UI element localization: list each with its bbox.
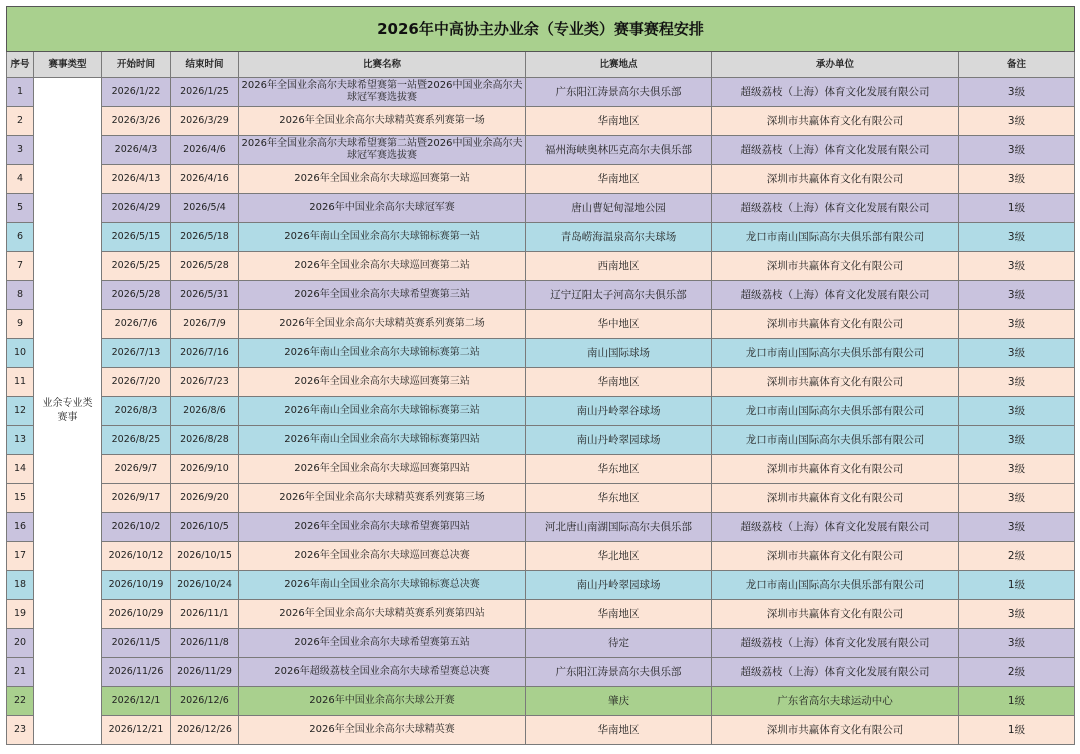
cell-organizer: 龙口市南山国际高尔夫俱乐部有限公司 — [712, 223, 959, 252]
cell-end: 2026/9/20 — [171, 484, 239, 513]
cell-organizer: 深圳市共赢体育文化有限公司 — [712, 165, 959, 194]
table-row — [7, 310, 1075, 339]
cell-venue: 青岛崂海温泉高尔夫球场 — [526, 223, 712, 252]
cell-seq: 3 — [7, 136, 34, 165]
title-row — [7, 7, 1075, 52]
cell-organizer: 深圳市共赢体育文化有限公司 — [712, 600, 959, 629]
cell-seq: 15 — [7, 484, 34, 513]
cell-end: 2026/9/10 — [171, 455, 239, 484]
cell-name: 2026年全国业余高尔夫球精英赛 — [239, 716, 526, 745]
cell-end: 2026/4/6 — [171, 136, 239, 165]
cell-name: 2026年中国业余高尔夫球公开赛 — [239, 687, 526, 716]
cell-organizer: 超级荔枝（上海）体育文化发展有限公司 — [712, 194, 959, 223]
cell-venue: 南山丹岭翠谷球场 — [526, 397, 712, 426]
table-row — [7, 165, 1075, 194]
cell-start: 2026/4/13 — [102, 165, 171, 194]
cell-organizer: 深圳市共赢体育文化有限公司 — [712, 716, 959, 745]
cell-venue: 广东阳江涛景高尔夫俱乐部 — [526, 658, 712, 687]
cell-seq: 7 — [7, 252, 34, 281]
cell-end: 2026/12/6 — [171, 687, 239, 716]
cell-organizer: 龙口市南山国际高尔夫俱乐部有限公司 — [712, 339, 959, 368]
header-name: 比赛名称 — [239, 52, 526, 78]
table-row — [7, 223, 1075, 252]
cell-end: 2026/11/1 — [171, 600, 239, 629]
cell-start: 2026/5/28 — [102, 281, 171, 310]
cell-note: 3级 — [959, 426, 1075, 455]
sheet-title: 2026年中高协主办业余（专业类）赛事赛程安排 — [7, 7, 1075, 52]
cell-seq: 20 — [7, 629, 34, 658]
cell-start: 2026/9/17 — [102, 484, 171, 513]
cell-organizer: 超级荔枝（上海）体育文化发展有限公司 — [712, 658, 959, 687]
cell-seq: 14 — [7, 455, 34, 484]
cell-name: 2026年全国业余高尔夫球精英赛系列赛第三场 — [239, 484, 526, 513]
cell-start: 2026/3/26 — [102, 107, 171, 136]
table-row — [7, 194, 1075, 223]
header-end: 结束时间 — [171, 52, 239, 78]
cell-name: 2026年全国业余高尔夫球希望赛第五站 — [239, 629, 526, 658]
cell-venue: 南山丹岭翠园球场 — [526, 426, 712, 455]
cell-end: 2026/11/29 — [171, 658, 239, 687]
cell-end: 2026/11/8 — [171, 629, 239, 658]
cell-start: 2026/8/3 — [102, 397, 171, 426]
cell-venue: 华东地区 — [526, 455, 712, 484]
cell-end: 2026/4/16 — [171, 165, 239, 194]
cell-name: 2026年全国业余高尔夫球希望赛第一站暨2026中国业余高尔夫球冠军赛选拔赛 — [239, 78, 526, 107]
cell-end: 2026/10/5 — [171, 513, 239, 542]
cell-venue: 华南地区 — [526, 107, 712, 136]
table-row — [7, 484, 1075, 513]
cell-note: 3级 — [959, 252, 1075, 281]
table-row — [7, 571, 1075, 600]
cell-end: 2026/12/26 — [171, 716, 239, 745]
cell-seq: 9 — [7, 310, 34, 339]
cell-start: 2026/11/5 — [102, 629, 171, 658]
cell-seq: 1 — [7, 78, 34, 107]
table-row — [7, 252, 1075, 281]
cell-note: 2级 — [959, 658, 1075, 687]
cell-venue: 南山国际球场 — [526, 339, 712, 368]
cell-start: 2026/4/3 — [102, 136, 171, 165]
cell-name: 2026年全国业余高尔夫球希望赛第四站 — [239, 513, 526, 542]
cell-end: 2026/8/6 — [171, 397, 239, 426]
cell-start: 2026/5/25 — [102, 252, 171, 281]
cell-note: 3级 — [959, 455, 1075, 484]
cell-name: 2026年全国业余高尔夫球希望赛第二站暨2026中国业余高尔夫球冠军赛选拔赛 — [239, 136, 526, 165]
table-row — [7, 687, 1075, 716]
cell-note: 3级 — [959, 136, 1075, 165]
header-venue: 比赛地点 — [526, 52, 712, 78]
cell-organizer: 深圳市共赢体育文化有限公司 — [712, 107, 959, 136]
cell-note: 3级 — [959, 484, 1075, 513]
cell-venue: 福州海峡奥林匹克高尔夫俱乐部 — [526, 136, 712, 165]
table-row — [7, 542, 1075, 571]
header-note: 备注 — [959, 52, 1075, 78]
header-seq: 序号 — [7, 52, 34, 78]
cell-name: 2026年全国业余高尔夫球巡回赛第四站 — [239, 455, 526, 484]
cell-venue: 待定 — [526, 629, 712, 658]
cell-seq: 13 — [7, 426, 34, 455]
cell-end: 2026/5/4 — [171, 194, 239, 223]
cell-venue: 西南地区 — [526, 252, 712, 281]
cell-note: 3级 — [959, 368, 1075, 397]
cell-end: 2026/7/16 — [171, 339, 239, 368]
cell-start: 2026/7/6 — [102, 310, 171, 339]
cell-event-type: 业余专业类 赛事 — [34, 78, 102, 745]
header-organizer: 承办单位 — [712, 52, 959, 78]
cell-note: 1级 — [959, 571, 1075, 600]
cell-end: 2026/5/28 — [171, 252, 239, 281]
table-row — [7, 513, 1075, 542]
cell-name: 2026年全国业余高尔夫球巡回赛总决赛 — [239, 542, 526, 571]
table-row — [7, 397, 1075, 426]
cell-end: 2026/7/9 — [171, 310, 239, 339]
cell-seq: 12 — [7, 397, 34, 426]
cell-end: 2026/5/18 — [171, 223, 239, 252]
cell-venue: 华东地区 — [526, 484, 712, 513]
cell-organizer: 深圳市共赢体育文化有限公司 — [712, 252, 959, 281]
cell-name: 2026年南山全国业余高尔夫球锦标赛第二站 — [239, 339, 526, 368]
cell-note: 3级 — [959, 600, 1075, 629]
cell-venue: 辽宁辽阳太子河高尔夫俱乐部 — [526, 281, 712, 310]
cell-name: 2026年全国业余高尔夫球巡回赛第二站 — [239, 252, 526, 281]
cell-organizer: 龙口市南山国际高尔夫俱乐部有限公司 — [712, 397, 959, 426]
cell-name: 2026年超级荔枝全国业余高尔夫球希望赛总决赛 — [239, 658, 526, 687]
cell-note: 1级 — [959, 687, 1075, 716]
cell-venue: 华中地区 — [526, 310, 712, 339]
cell-organizer: 广东省高尔夫球运动中心 — [712, 687, 959, 716]
table-row — [7, 107, 1075, 136]
cell-name: 2026年全国业余高尔夫球精英赛系列赛第二场 — [239, 310, 526, 339]
cell-seq: 16 — [7, 513, 34, 542]
cell-note: 2级 — [959, 542, 1075, 571]
header-start: 开始时间 — [102, 52, 171, 78]
cell-name: 2026年全国业余高尔夫球巡回赛第三站 — [239, 368, 526, 397]
cell-note: 1级 — [959, 194, 1075, 223]
cell-note: 3级 — [959, 310, 1075, 339]
cell-venue: 唐山曹妃甸湿地公园 — [526, 194, 712, 223]
cell-organizer: 龙口市南山国际高尔夫俱乐部有限公司 — [712, 571, 959, 600]
table-row — [7, 600, 1075, 629]
cell-name: 2026年全国业余高尔夫球巡回赛第一站 — [239, 165, 526, 194]
cell-name: 2026年全国业余高尔夫球精英赛系列赛第一场 — [239, 107, 526, 136]
cell-start: 2026/10/12 — [102, 542, 171, 571]
cell-end: 2026/8/28 — [171, 426, 239, 455]
cell-seq: 17 — [7, 542, 34, 571]
cell-seq: 10 — [7, 339, 34, 368]
cell-note: 3级 — [959, 513, 1075, 542]
cell-seq: 2 — [7, 107, 34, 136]
cell-start: 2026/12/21 — [102, 716, 171, 745]
cell-end: 2026/1/25 — [171, 78, 239, 107]
cell-note: 3级 — [959, 339, 1075, 368]
cell-seq: 11 — [7, 368, 34, 397]
cell-end: 2026/5/31 — [171, 281, 239, 310]
cell-venue: 广东阳江涛景高尔夫俱乐部 — [526, 78, 712, 107]
cell-organizer: 超级荔枝（上海）体育文化发展有限公司 — [712, 629, 959, 658]
cell-start: 2026/5/15 — [102, 223, 171, 252]
cell-start: 2026/9/7 — [102, 455, 171, 484]
table-row — [7, 658, 1075, 687]
cell-start: 2026/1/22 — [102, 78, 171, 107]
table-row — [7, 136, 1075, 165]
cell-start: 2026/8/25 — [102, 426, 171, 455]
cell-name: 2026年中国业余高尔夫球冠军赛 — [239, 194, 526, 223]
cell-note: 3级 — [959, 165, 1075, 194]
cell-organizer: 超级荔枝（上海）体育文化发展有限公司 — [712, 78, 959, 107]
cell-start: 2026/10/29 — [102, 600, 171, 629]
cell-name: 2026年全国业余高尔夫球希望赛第三站 — [239, 281, 526, 310]
cell-name: 2026年南山全国业余高尔夫球锦标赛第三站 — [239, 397, 526, 426]
cell-venue: 华北地区 — [526, 542, 712, 571]
cell-start: 2026/7/13 — [102, 339, 171, 368]
cell-seq: 21 — [7, 658, 34, 687]
cell-venue: 华南地区 — [526, 716, 712, 745]
cell-seq: 8 — [7, 281, 34, 310]
table-row — [7, 281, 1075, 310]
cell-start: 2026/12/1 — [102, 687, 171, 716]
cell-note: 1级 — [959, 716, 1075, 745]
cell-start: 2026/4/29 — [102, 194, 171, 223]
cell-organizer: 深圳市共赢体育文化有限公司 — [712, 455, 959, 484]
cell-note: 3级 — [959, 281, 1075, 310]
header-row — [7, 52, 1075, 78]
cell-end: 2026/3/29 — [171, 107, 239, 136]
schedule-table — [6, 6, 1075, 745]
table-row — [7, 716, 1075, 745]
cell-venue: 华南地区 — [526, 165, 712, 194]
cell-start: 2026/7/20 — [102, 368, 171, 397]
cell-seq: 22 — [7, 687, 34, 716]
cell-venue: 河北唐山南湖国际高尔夫俱乐部 — [526, 513, 712, 542]
table-row — [7, 78, 1075, 107]
cell-organizer: 深圳市共赢体育文化有限公司 — [712, 542, 959, 571]
cell-seq: 6 — [7, 223, 34, 252]
cell-venue: 南山丹岭翠园球场 — [526, 571, 712, 600]
cell-seq: 18 — [7, 571, 34, 600]
cell-note: 3级 — [959, 107, 1075, 136]
cell-seq: 5 — [7, 194, 34, 223]
cell-name: 2026年南山全国业余高尔夫球锦标赛第一站 — [239, 223, 526, 252]
cell-venue: 华南地区 — [526, 600, 712, 629]
cell-note: 3级 — [959, 223, 1075, 252]
cell-start: 2026/11/26 — [102, 658, 171, 687]
cell-start: 2026/10/2 — [102, 513, 171, 542]
header-type: 赛事类型 — [34, 52, 102, 78]
cell-organizer: 深圳市共赢体育文化有限公司 — [712, 310, 959, 339]
cell-end: 2026/7/23 — [171, 368, 239, 397]
cell-venue: 华南地区 — [526, 368, 712, 397]
cell-start: 2026/10/19 — [102, 571, 171, 600]
cell-organizer: 超级荔枝（上海）体育文化发展有限公司 — [712, 281, 959, 310]
cell-organizer: 深圳市共赢体育文化有限公司 — [712, 368, 959, 397]
cell-seq: 23 — [7, 716, 34, 745]
cell-organizer: 超级荔枝（上海）体育文化发展有限公司 — [712, 136, 959, 165]
cell-organizer: 深圳市共赢体育文化有限公司 — [712, 484, 959, 513]
cell-end: 2026/10/24 — [171, 571, 239, 600]
cell-seq: 4 — [7, 165, 34, 194]
schedule-sheet — [6, 6, 1074, 745]
cell-note: 3级 — [959, 629, 1075, 658]
cell-name: 2026年南山全国业余高尔夫球锦标赛第四站 — [239, 426, 526, 455]
table-row — [7, 426, 1075, 455]
cell-end: 2026/10/15 — [171, 542, 239, 571]
cell-name: 2026年南山全国业余高尔夫球锦标赛总决赛 — [239, 571, 526, 600]
cell-organizer: 龙口市南山国际高尔夫俱乐部有限公司 — [712, 426, 959, 455]
cell-seq: 19 — [7, 600, 34, 629]
cell-note: 3级 — [959, 78, 1075, 107]
cell-name: 2026年全国业余高尔夫球精英赛系列赛第四站 — [239, 600, 526, 629]
table-row — [7, 629, 1075, 658]
table-row — [7, 368, 1075, 397]
table-row — [7, 455, 1075, 484]
cell-organizer: 超级荔枝（上海）体育文化发展有限公司 — [712, 513, 959, 542]
cell-venue: 肇庆 — [526, 687, 712, 716]
cell-note: 3级 — [959, 397, 1075, 426]
table-row — [7, 339, 1075, 368]
